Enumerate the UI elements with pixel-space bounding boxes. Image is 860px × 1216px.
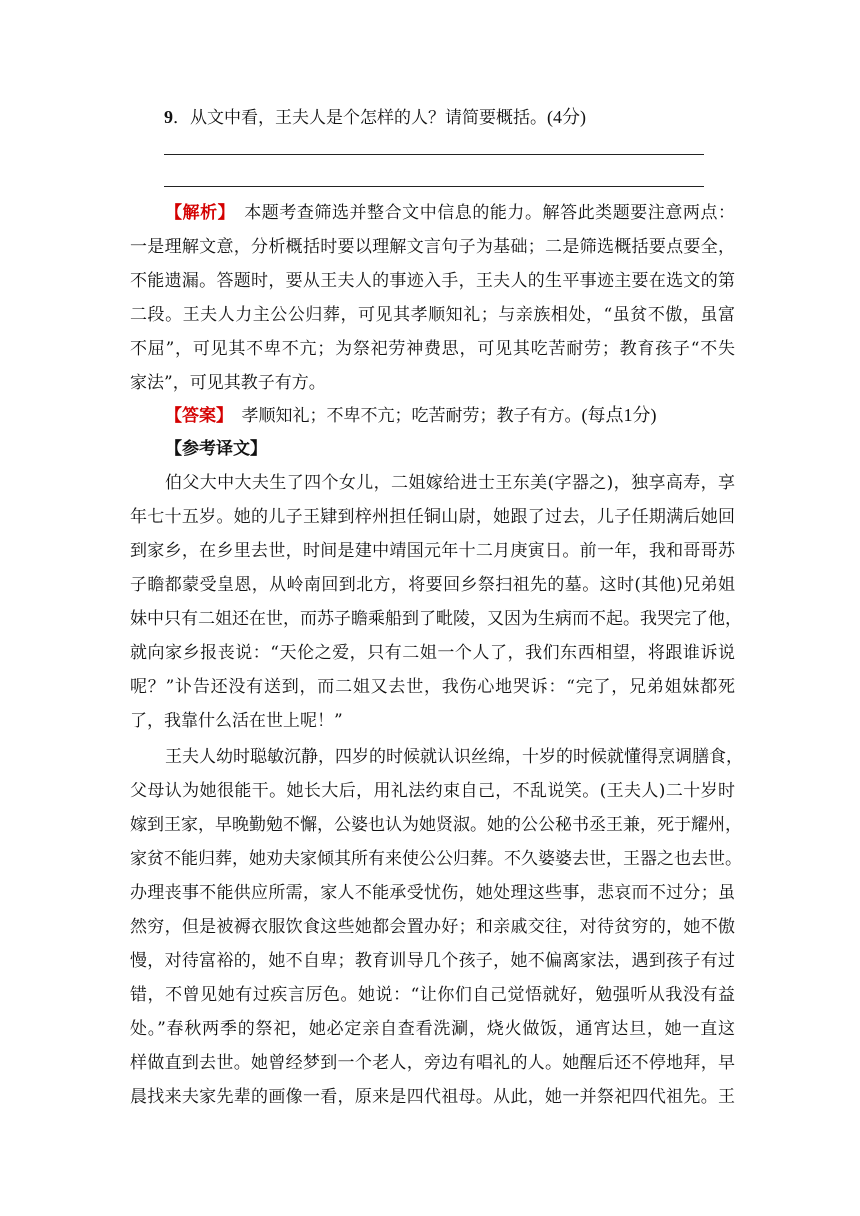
translation-paragraph-2 <box>130 740 743 1114</box>
translation-line: 妹中只有二姐还在世，而苏子瞻乘船到了毗陵，又因为生病而不起。我哭完了他， <box>130 609 742 629</box>
translation-line: 伯父大中大夫生了四个女儿，二姐嫁给进士王东美(字器之)，独享高寿，享 <box>165 473 735 493</box>
translation-line: 到家乡，在乡里去世，时间是建中靖国元年十二月庚寅日。前一年，我和哥哥苏 <box>130 541 735 561</box>
analysis-section <box>130 196 735 400</box>
analysis-line: 【解析】 本题考查筛选并整合文中信息的能力。解答此类题要注意两点： <box>165 203 735 223</box>
translation-line: 年七十五岁。她的儿子王肄到梓州担任铜山尉，她跟了过去，儿子任期满后她回 <box>130 507 735 527</box>
translation-heading: 【参考译文】 <box>165 439 267 459</box>
translation-line: 办理丧事不能供应所需，家人不能承受忧伤，她处理这些事，悲哀而不过分；虽 <box>130 883 735 903</box>
question-text: ．从文中看，王夫人是个怎样的人？请简要概括。 <box>173 108 547 128</box>
analysis-line: 不屈”，可见其不卑不亢；为祭祀劳神费思，可见其吃苦耐劳；教育孩子“不失 <box>130 339 735 359</box>
question-points: (4分) <box>547 107 586 127</box>
translation-line: 样做直到去世。她曾经梦到一个老人，旁边有唱礼的人。她醒后还不停地拜，早 <box>130 1053 735 1073</box>
answer-tag: 【答案】 <box>165 406 225 426</box>
translation-heading-block <box>130 432 735 466</box>
analysis-line: 一是理解文意，分析概括时要以理解文言句子为基础；二是筛选概括要点要全， <box>130 237 735 257</box>
answer-blank-line <box>164 186 704 187</box>
translation-line: 父母认为她很能干。她长大后，用礼法约束自己，不乱说笑。(王夫人)二十岁时 <box>130 781 735 801</box>
analysis-line: 不能遗漏。答题时，要从王夫人的事迹入手，王夫人的生平事迹主要在选文的第 <box>130 271 735 291</box>
analysis-line: 二段。王夫人力主公公归葬，可见其孝顺知礼；与亲族相处，“虽贫不傲，虽富 <box>130 305 735 325</box>
answer-blank-line <box>164 154 704 155</box>
translation-line: 错，不曾见她有过疾言厉色。她说：“让你们自己觉悟就好，勉强听从我没有益 <box>130 985 735 1005</box>
translation-line: 就向家乡报丧说：“天伦之爱，只有二姐一个人了，我们东西相望，将跟谁诉说 <box>130 643 735 663</box>
answer-line: 【答案】 孝顺知礼；不卑不亢；吃苦耐劳；教子有方。(每点1分) <box>165 405 657 426</box>
translation-line: 了，我靠什么活在世上呢！” <box>130 711 343 731</box>
question-9 <box>164 103 586 132</box>
translation-line: 家贫不能归葬，她劝夫家倾其所有来使公公归葬。不久婆婆去世，王器之也去世。 <box>130 849 742 869</box>
translation-line: 然穷，但是被褥衣服饮食这些她都会置办好；和亲戚交往，对待贫穷的，她不傲 <box>130 917 735 937</box>
translation-line: 处。”春秋两季的祭祀，她必定亲自查看洗涮，烧火做饭，通宵达旦，她一直这 <box>130 1019 735 1039</box>
question-number: 9 <box>164 107 173 127</box>
analysis-line: 家法”，可见其教子有方。 <box>130 373 326 393</box>
answer-section <box>130 398 735 432</box>
translation-line: 呢？”讣告还没有送到，而二姐又去世，我伤心地哭诉：“完了，兄弟姐妹都死 <box>130 677 735 697</box>
translation-line: 子瞻都蒙受皇恩，从岭南回到北方，将要回乡祭扫祖先的墓。这时(其他)兄弟姐 <box>130 575 735 595</box>
analysis-tag: 【解析】 <box>165 203 227 223</box>
translation-line: 王夫人幼时聪敏沉静，四岁的时候就认识丝绵，十岁的时候就懂得烹调膳食， <box>165 747 743 767</box>
translation-paragraph-1 <box>130 466 742 738</box>
translation-line: 晨找来夫家先辈的画像一看，原来是四代祖母。从此，她一并祭祀四代祖先。王 <box>130 1087 735 1107</box>
translation-line: 嫁到王家，早晚勤勉不懈，公婆也认为她贤淑。她的公公秘书丞王兼，死于耀州， <box>130 815 742 835</box>
translation-line: 慢，对待富裕的，她不自卑；教育训导几个孩子，她不偏离家法，遇到孩子有过 <box>130 951 735 971</box>
